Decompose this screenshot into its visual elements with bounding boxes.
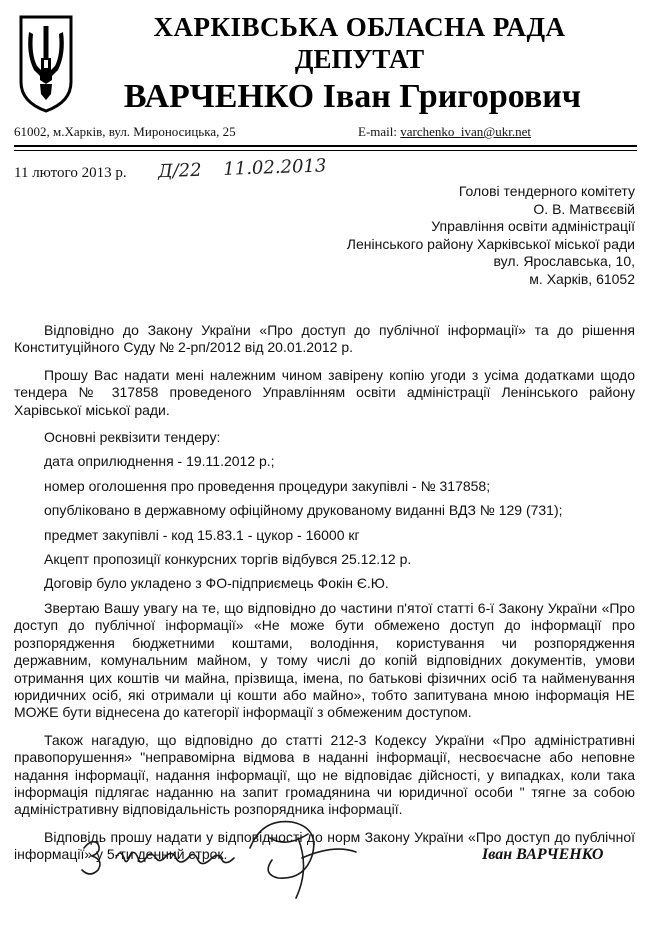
signatory-name: Іван ВАРЧЕНКО (482, 846, 604, 863)
address: 61002, м.Харків, вул. Мироносицька, 25 (14, 124, 236, 139)
header-divider (14, 145, 637, 151)
recipient-block (347, 183, 635, 289)
paragraph-details-heading: Основні реквізити тендеру: (44, 429, 221, 446)
recipient-line: О. В. Матвєєвій (533, 200, 635, 217)
paragraph-deadline: Відповідь прошу надати у відповідності до норм Закону України «Про доступ до публічної інформації» у 5-ти денний строк. (14, 828, 635, 863)
paragraph-liability: Також нагадую, що відповідно до статті 212-3 Кодексу України «Про адміністративні правопорушення» "неправомірна відмова в наданні інформації, несвоєчасне або неповне надання інформації, надання інформації, що не відповідає дійсності, у випадках, коли така інформація підлягає наданню на запит громадянина чи юридичної особи " тягне за собою адміністративну відповідальність розпорядника інформації. (14, 731, 635, 818)
deputy-name: ВАРЧЕНКО Іван Григорович (123, 78, 582, 115)
handwritten-signature (72, 808, 372, 908)
detail-item: дата оприлюднення - 19.11.2012 р.; (44, 453, 275, 470)
recipient-line: м. Харків, 61052 (529, 270, 635, 287)
recipient-line: Управління освіти адміністрації (431, 218, 635, 235)
detail-item: Акцепт пропозиції конкурсних торгів відбувся 25.12.12 р. (44, 551, 412, 568)
paragraph-legal-basis: Відповідно до Закону України «Про доступ до публічної інформації» та до рішення Конституційного Суду № 2-рп/2012 від 20.01.2012 р. (14, 322, 635, 356)
detail-item: опубліковано в державному офіційному друкованому виданні ВДЗ № 129 (731); (44, 502, 563, 519)
recipient-line: Голові тендерного комітету (458, 183, 635, 199)
detail-item: Договір було укладено з ФО-підприємець Фокін Є.Ю. (44, 575, 389, 592)
council-title: ХАРКІВСЬКА ОБЛАСНА РАДА (153, 12, 566, 42)
outgoing-stamp (158, 155, 343, 182)
email-label: E-mail: (358, 124, 397, 139)
recipient-line: вул. Ярославська, 10, (493, 253, 635, 270)
role-title: ДЕПУТАТ (294, 44, 425, 74)
recipient-line: Ленінського району Харківської міської ради (346, 235, 635, 252)
outgoing-number: Д/22 (157, 159, 203, 183)
email-block (358, 124, 531, 140)
letter-date: 11 лютого 2013 р. (14, 165, 127, 181)
trident-coat-of-arms-icon (18, 14, 74, 114)
detail-item: предмет закупівлі - код 15.83.1 - цукор - 16000 кг (44, 526, 360, 543)
detail-item: номер оголошення про проведення процедури закупівлі - № 317858; (44, 477, 491, 494)
outgoing-date: 11.02.2013 (222, 155, 327, 180)
letter-body (14, 322, 635, 874)
email-link[interactable]: varchenko_ivan@ukr.net (400, 124, 531, 139)
paragraph-request: Прошу Вас надати мені належним чином завірену копію угоди з усіма додатками щодо тендера № 317858 проведеного Управлінням освіти адміністрації Ленінського району Харівської міської ради. (14, 366, 635, 418)
paragraph-law-citation: Звертаю Вашу увагу на те, що відповідно до частини п'ятої статті 6-ї Закону України «Про доступ до публічної інформації» «Не може бути обмежено доступ до інформації про розпорядження бюджетними коштами, володіння, користування чи розпорядження державним, комунальним майном, у тому числі до копій відповідних документів, умови отримання цих коштів чи майна, прізвища, імена, по батькові фізичних осіб та найменування юридичних осіб, які отримали ці кошти або майно», тобто запитувана мною інформація НЕ МОЖЕ бути віднесена до категорії інформації з обмеженим доступом. (14, 599, 635, 721)
